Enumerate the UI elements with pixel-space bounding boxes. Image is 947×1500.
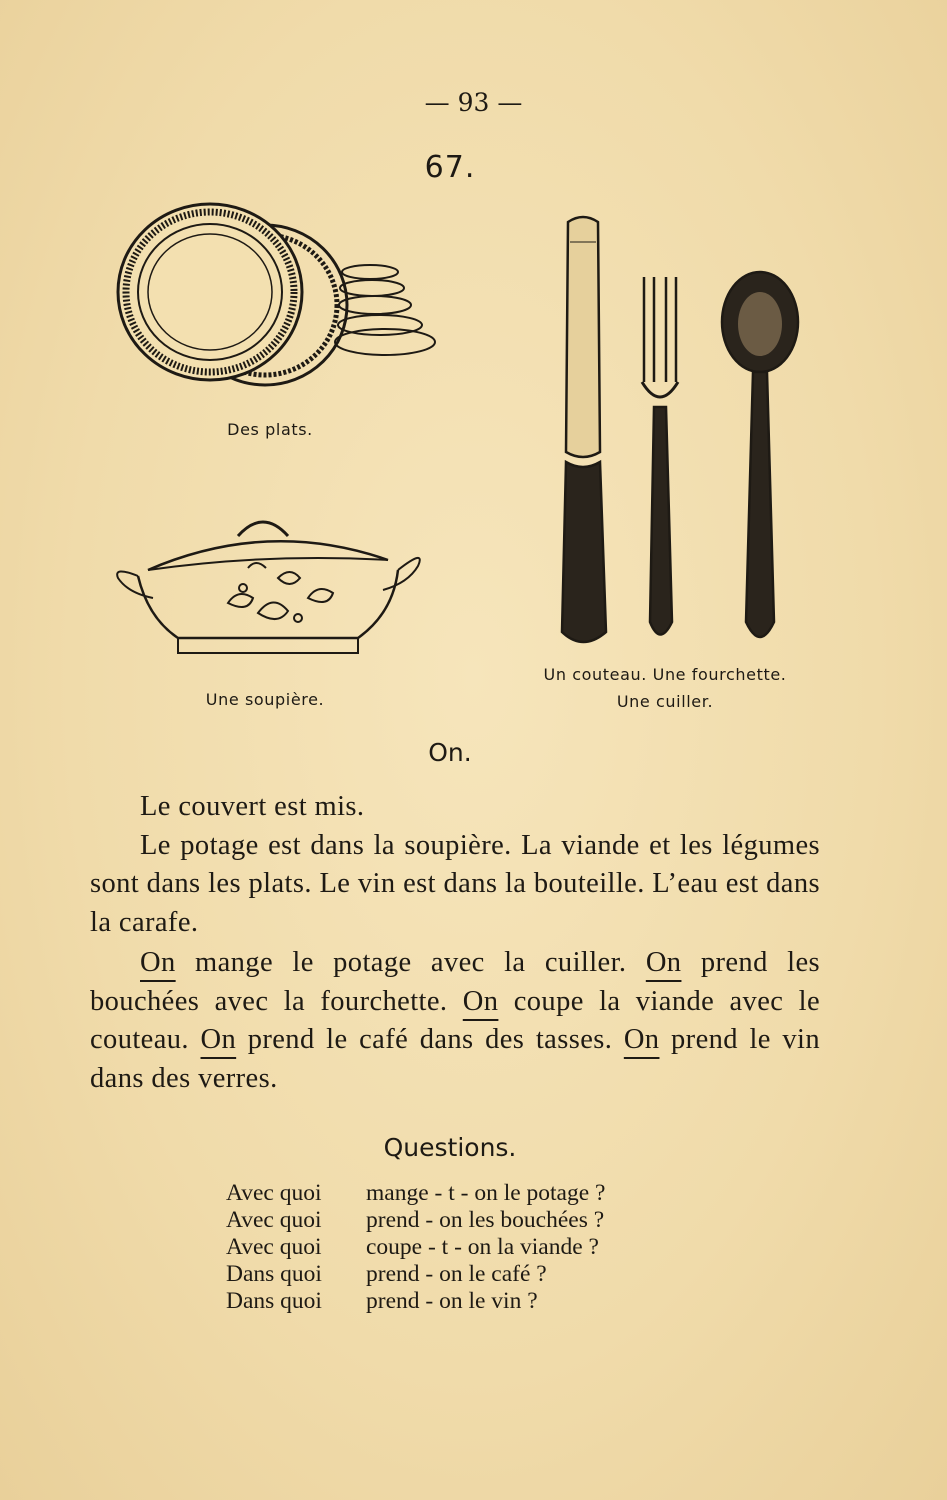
text-segment: prend les bouchées avec la fourchette. — [90, 947, 820, 1017]
question-item — [226, 1180, 605, 1207]
cutlery-illustration — [548, 212, 808, 652]
tureen-caption: Une soupière. — [205, 690, 325, 709]
paragraph-3 — [90, 944, 820, 1098]
tureen-illustration — [108, 508, 428, 658]
question-lead: Avec quoi — [226, 1234, 322, 1260]
paragraph-1: Le couvert est mis. — [140, 791, 365, 822]
question-item — [226, 1234, 605, 1261]
lesson-number: 67. — [424, 150, 476, 185]
on-word: On — [462, 985, 499, 1017]
text-segment: prend le café dans des tasses. — [236, 1024, 624, 1055]
section-title: On. — [428, 738, 472, 767]
question-lead: Dans quoi — [226, 1261, 322, 1287]
question-rest: mange - t - on le potage ? — [366, 1180, 606, 1206]
question-rest: prend - on le vin ? — [366, 1288, 538, 1314]
question-lead: Dans quoi — [226, 1288, 322, 1314]
paragraph-2: Le potage est dans la soupière. La viande et les légumes sont dans les plats. Le vin est dans la bouteille. L’eau est dans la carafe. — [90, 829, 820, 938]
text-segment: prend le vin dans des verres. — [90, 1024, 821, 1094]
questions-title: Questions. — [383, 1133, 517, 1162]
question-lead: Avec quoi — [226, 1207, 322, 1233]
cutlery-caption-line1: Un couteau. Une fourchette. — [543, 665, 787, 684]
question-lead: Avec quoi — [226, 1180, 322, 1206]
question-item — [226, 1207, 605, 1234]
cutlery-caption-line2: Une cuiller. — [616, 692, 714, 711]
on-word: On — [200, 1024, 237, 1055]
text-segment: coupe la viande avec le couteau. — [90, 985, 820, 1055]
question-item — [226, 1288, 605, 1315]
page-number: — 93 — — [424, 88, 523, 117]
on-word: On — [645, 947, 682, 978]
question-rest: prend - on les bouchées ? — [366, 1207, 605, 1233]
plates-caption: Des plats. — [227, 420, 313, 439]
plates-illustration — [100, 200, 440, 400]
questions-list — [226, 1180, 605, 1315]
lesson-text — [90, 788, 820, 1098]
question-rest: coupe - t - on la viande ? — [366, 1234, 599, 1260]
on-word: On — [623, 1024, 660, 1055]
question-rest: prend - on le café ? — [366, 1261, 547, 1287]
on-word: On — [140, 947, 176, 978]
text-segment: mange le potage avec la cuiller. — [175, 947, 646, 978]
question-item — [226, 1261, 605, 1288]
